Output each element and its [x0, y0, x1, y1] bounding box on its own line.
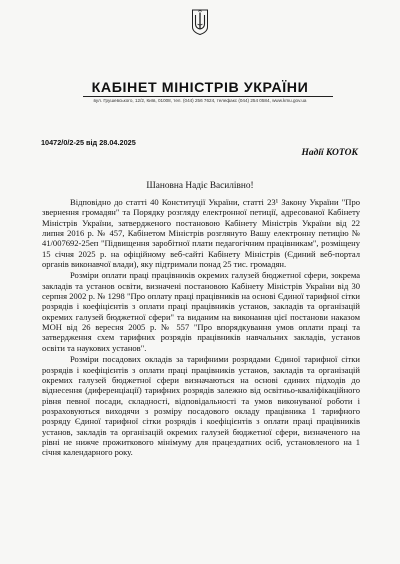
registration-date: 28.04.2025 — [99, 138, 136, 147]
salutation: Шановна Надіє Василівно! — [146, 181, 254, 191]
header-divider — [83, 96, 333, 97]
registration-date-prefix: від — [86, 138, 98, 147]
organization-title: КАБІНЕТ МІНІСТРІВ УКРАЇНИ — [91, 80, 309, 96]
registration-line — [41, 138, 136, 147]
organization-address: вул. Грушевського, 12/2, Київ, 01008, тел. (044) 256 7624, телефакс (044) 254 0584, www.kmu.gov.ua — [93, 98, 307, 103]
letter-body — [42, 197, 360, 459]
registration-number: 10472/0/2-25 — [41, 138, 85, 147]
addressee-name: Надії КОТОК — [301, 148, 358, 158]
body-paragraph-1: Відповідно до статті 40 Конституції України, статті 23¹ Закону України "Про звернення громадян" та Порядку розгляду електронної петиції, адресованої Кабінету Міністрів України, затвердженого постановою Кабінету Міністрів України від 22 липня 2016 р. № 457, Кабінетом Міністрів розглянуто Вашу електронну петицію № 41/007692-25еп "Підвищення заробітної плати педагогічним працівникам", розміщену 15 січня 2025 р. на офіційному веб-сайті Кабінету Міністрів (Єдиний веб-портал органів виконавчої влади), яку підтримали понад 25 тис. громадян. — [42, 197, 360, 270]
body-paragraph-2: Розміри оплати праці працівників окремих галузей бюджетної сфери, зокрема закладів та установ освіти, визначені постановою Кабінету Міністрів України від 30 серпня 2002 р. № 1298 "Про оплату праці працівників на основі Єдиної тарифної сітки розрядів і коефіцієнтів з оплати праці працівників установ, закладів та організацій окремих галузей бюджетної сфери" та виданим на виконання цієї постанови наказом МОН від 26 вересня 2005 р. № 557 "Про впорядкування умов оплати праці та затвердження схем тарифних розрядів працівників навчальних закладів, установ освіти та наукових установ". — [42, 270, 360, 353]
coat-of-arms-trident-emblem — [191, 9, 209, 35]
body-paragraph-3: Розміри посадових окладів за тарифними розрядами Єдиної тарифної сітки розрядів і коефіцієнтів з оплати праці працівників установ, закладів та організацій окремих галузей бюджетної сфери визначаються на основі єдиних підходів до віднесення (диференціації) тарифних розрядів залежно від освітньо-кваліфікаційного рівня певної посади, складності, відповідальності та умов виконуваної роботи і розраховуються виходячи з розміру посадового окладу працівника 1 тарифного розряду Єдиної тарифної сітки розрядів і коефіцієнтів з оплати праці працівників установ, закладів та організацій окремих галузей бюджетної сфери, визначеного на рівні не нижче прожиткового мінімуму для працездатних осіб, установленого на 1 січня календарного року. — [42, 354, 360, 458]
